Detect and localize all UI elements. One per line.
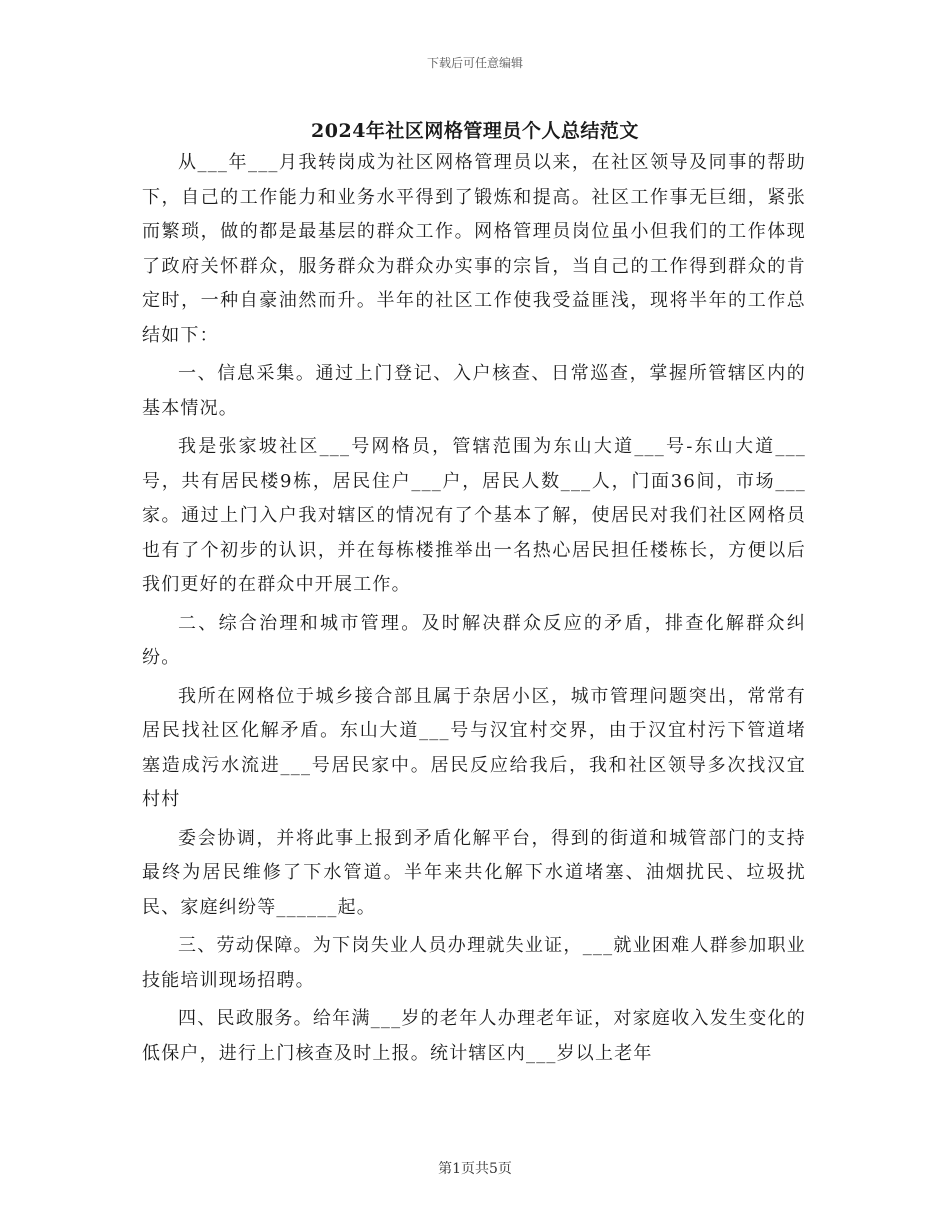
document-title: 2024年社区网格管理员个人总结范文 — [311, 120, 639, 142]
paragraph-section-3: 三、劳动保障。为下岗失业人员办理就失业证，___就业困难人群参加职业技能培训现场招聘。 — [142, 935, 806, 991]
page-number: 第1页共5页 — [438, 1161, 512, 1177]
paragraph-section-2-heading: 二、综合治理和城市管理。及时解决群众反应的矛盾，排查化解群众纠纷。 — [142, 612, 806, 668]
paragraph-section-1-heading: 一、信息采集。通过上门登记、入户核查、日常巡查，掌握所管辖区内的基本情况。 — [142, 363, 806, 419]
header-note: 下载后可任意编辑 — [426, 56, 523, 70]
paragraph-section-2-continued: 委会协调，并将此事上报到矛盾化解平台，得到的街道和城管部门的支持最终为居民维修了下水管道。半年来共化解下水道堵塞、油烟扰民、垃圾扰民、家庭纠纷等______起。 — [142, 827, 806, 918]
document-body — [142, 146, 806, 1075]
paragraph-section-4: 四、民政服务。给年满___岁的老年人办理老年证，对家庭收入发生变化的低保户，进行上门核查及时上报。统计辖区内___岁以上老年 — [142, 1008, 806, 1064]
paragraph-section-2-detail: 我所在网格位于城乡接合部且属于杂居小区，城市管理问题突出，常常有居民找社区化解矛盾。东山大道___号与汉宜村交界，由于汉宜村污下管道堵塞造成污水流进___号居民家中。居民反应给我后，我和社区领导多次找汉宜村村 — [142, 685, 806, 810]
paragraph-intro: 从___年___月我转岗成为社区网格管理员以来，在社区领导及同事的帮助下，自己的工作能力和业务水平得到了锻炼和提高。社区工作事无巨细，紧张而繁琐，做的都是最基层的群众工作。网格管理员岗位虽小但我们的工作体现了政府关怀群众，服务群众为群众办实事的宗旨，当自己的工作得到群众的肯定时，一种自豪油然而升。半年的社区工作使我受益匪浅，现将半年的工作总结如下： — [142, 152, 806, 346]
paragraph-section-1-detail: 我是张家坡社区___号网格员，管辖范围为东山大道___号-东山大道___号，共有居民楼9栋，居民住户___户，居民人数___人，门面36间，市场___家。通过上门入户我对辖区的情况有了个基本了解，使居民对我们社区网格员也有了个初步的认识，并在每栋楼推举出一名热心居民担任楼栋长，方便以后我们更好的在群众中开展工作。 — [142, 436, 806, 595]
